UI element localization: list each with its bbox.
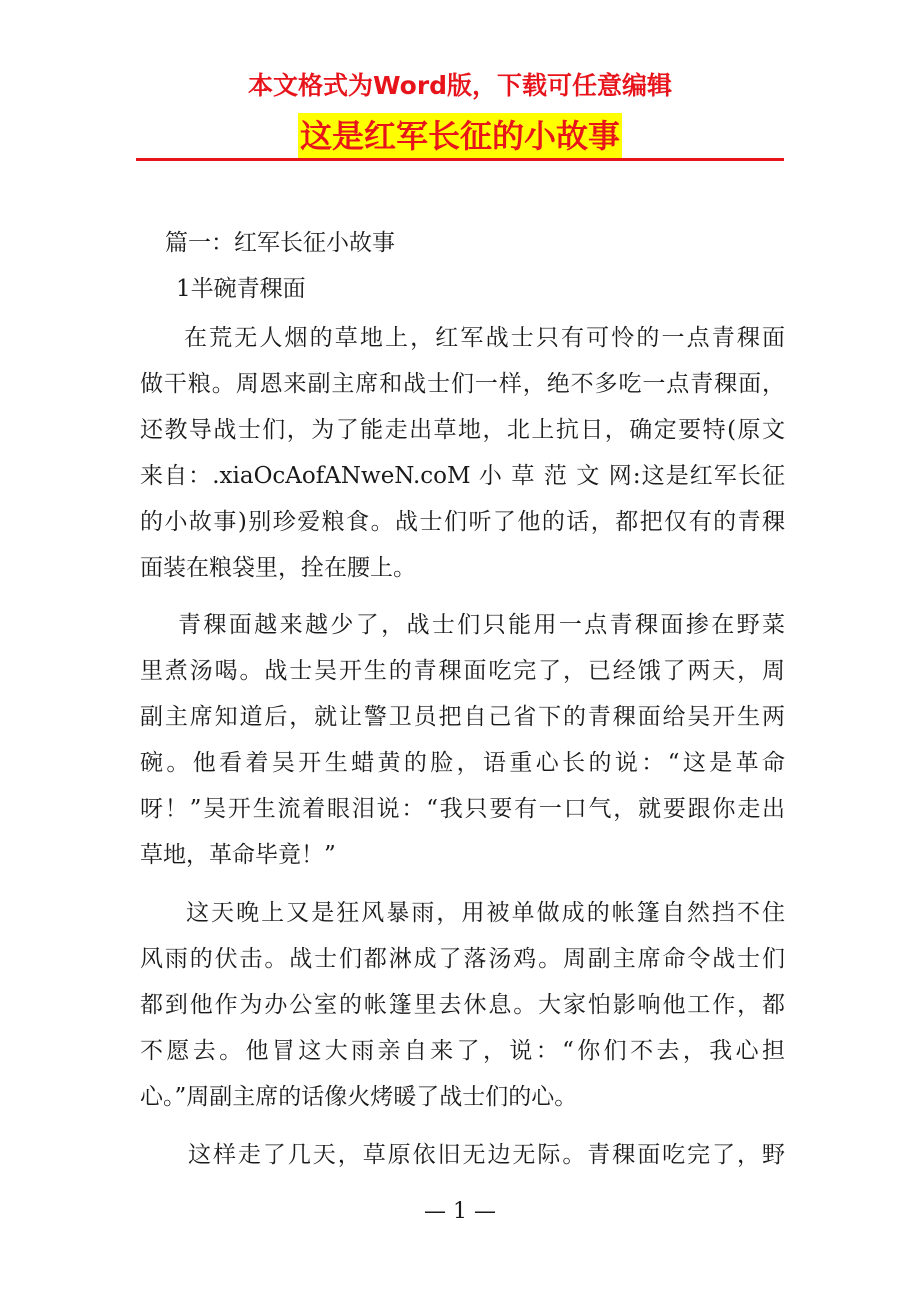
paragraph-line: 草地，革命毕竟！” (140, 842, 336, 868)
paragraph-line: 这天晚上又是狂风暴雨，用被单做成的帐篷自然挡不住 (186, 900, 785, 926)
title-container (0, 113, 920, 159)
paragraph-line: 的小故事)别珍爱粮食。战士们听了他的话，都把仅有的青稞 (140, 509, 785, 535)
paragraph-line: 青稞面越来越少了，战士们只能用一点青稞面掺在野菜 (178, 612, 785, 638)
paragraph-3 (140, 890, 785, 1120)
paragraph-line: 不愿去。他冒这大雨亲自来了，说：“你们不去，我心担 (140, 1038, 785, 1064)
paragraph-2 (140, 602, 785, 878)
paragraph-line: 碗。他看着吴开生蜡黄的脸，语重心长的说：“这是革命 (140, 750, 785, 776)
paragraph-line: 还教导战士们，为了能走出草地，北上抗日，确定要特(原文 (140, 417, 785, 443)
paragraph-line: 都到他作为办公室的帐篷里去休息。大家怕影响他工作，都 (140, 992, 785, 1018)
paragraph-line: 面装在粮袋里，拴在腰上。 (140, 555, 416, 581)
paragraph-line: 来自：.xiaOcAofANweN.coM 小 草 范 文 网:这是红军长征 (140, 463, 785, 489)
section-heading: 篇一：红军长征小故事 (165, 230, 395, 256)
paragraph-line: 做干粮。周恩来副主席和战士们一样，绝不多吃一点青稞面， (140, 371, 785, 397)
page-number: — 1 — (424, 1199, 496, 1224)
paragraph-line: 呀！”吴开生流着眼泪说：“我只要有一口气，就要跟你走出 (140, 796, 785, 822)
banner-notice: 本文格式为Word版，下载可任意编辑 (247, 71, 673, 100)
paragraph-line: 心。”周副主席的话像火烤暖了战士们的心。 (140, 1084, 578, 1110)
paragraph-1 (140, 315, 785, 591)
paragraph-line: 里煮汤喝。战士吴开生的青稞面吃完了，已经饿了两天，周 (140, 658, 785, 684)
document-title: 这是红军长征的小故事 (298, 113, 622, 159)
title-divider (136, 158, 784, 161)
story-heading: 1半碗青稞面 (176, 276, 306, 302)
paragraph-line: 副主席知道后，就让警卫员把自己省下的青稞面给吴开生两 (140, 704, 785, 730)
paragraph-line: 在荒无人烟的草地上，红军战士只有可怜的一点青稞面 (184, 325, 785, 351)
paragraph-4 (140, 1132, 785, 1178)
paragraph-line: 这样走了几天，草原依旧无边无际。青稞面吃完了，野 (188, 1142, 785, 1168)
paragraph-line: 风雨的伏击。战士们都淋成了落汤鸡。周副主席命令战士们 (140, 946, 785, 972)
